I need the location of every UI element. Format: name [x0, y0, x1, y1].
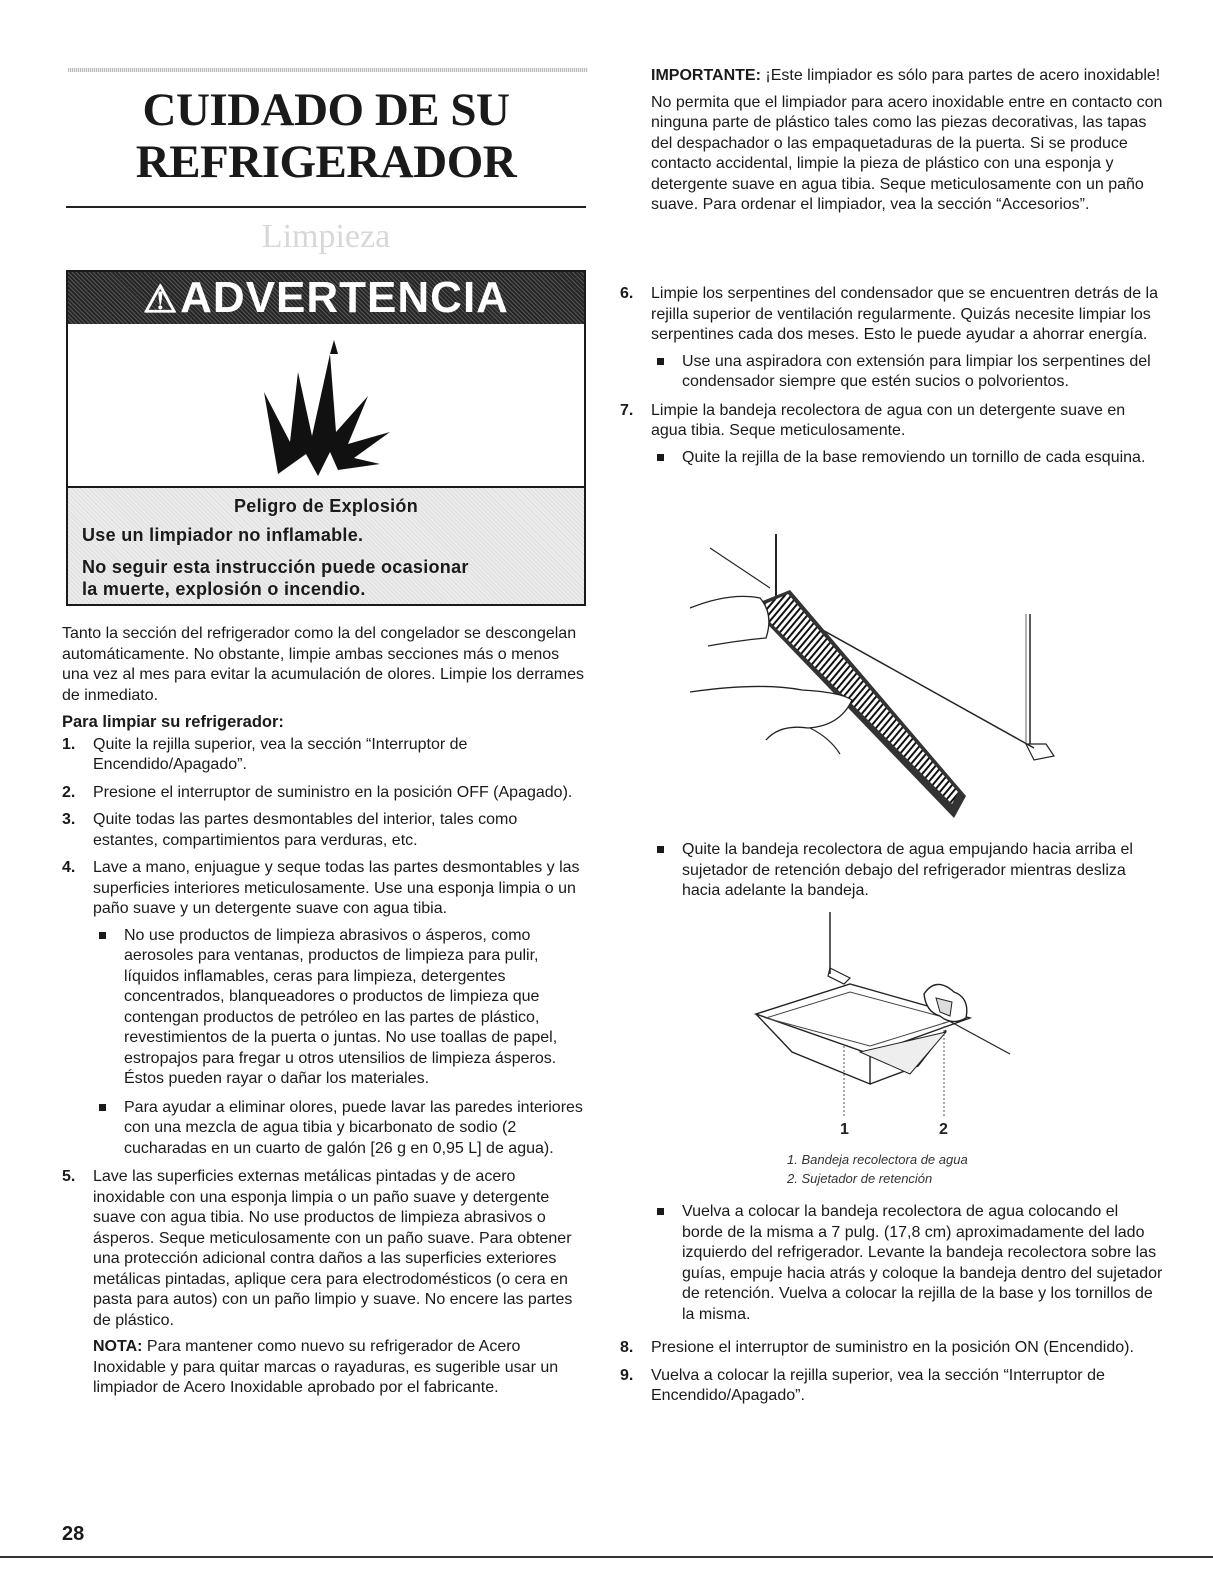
intro-paragraph: Tanto la sección del refrigerador como la del congelador se descongelan automáticamente. No obstante, limpie ambas secciones más o menos una vez al mes para evitar la acumulación de olores. Limpie los derrames de inmediato.	[62, 625, 585, 704]
step-number: 3.	[62, 811, 76, 828]
step-number: 7.	[620, 401, 634, 419]
explosion-icon-area	[68, 324, 584, 488]
step-7-bullet-list-3	[651, 1202, 1163, 1325]
step-5	[62, 1167, 586, 1399]
warning-line-1: Use un limpiador no inflamable.	[82, 525, 364, 545]
title-line-1: CUIDADO DE SU	[142, 84, 510, 136]
step-3	[62, 810, 586, 851]
warning-line-2	[82, 556, 570, 600]
step-number: 6.	[620, 285, 634, 302]
subheading: Para limpiar su refrigerador:	[62, 713, 284, 731]
step-7-bullets	[651, 448, 1163, 469]
warning-header	[68, 272, 584, 324]
caption-2: 2. Sujetador de retención	[787, 1171, 933, 1186]
top-decorative-rule	[68, 68, 588, 72]
step-number: 2.	[62, 783, 76, 801]
section-title: Limpieza	[261, 218, 391, 255]
step-7	[620, 401, 1163, 469]
right-final-steps	[620, 1338, 1163, 1414]
explosion-icon	[68, 324, 584, 486]
bullet-item: Use una aspiradora con extensión para limpiar los serpentines del condensador siempre que estén sucios o polvorientos.	[651, 352, 1163, 393]
step-4-bullets	[93, 926, 586, 1160]
step-7-bullet-list-2	[651, 840, 1163, 902]
step-number: 8.	[620, 1339, 634, 1356]
note-label: NOTA:	[93, 1338, 143, 1355]
step-text: Lave a mano, enjuague y seque todas las partes desmontables y las superficies interiores meticulosamente. Use una esponja limpia o un paño suave y un detergente suave con agua tibia.	[93, 859, 580, 917]
bullet-item: Vuelva a colocar la bandeja recolectora de agua colocando el borde de la misma a 7 pulg. (17,8 cm) aproximadamente del lado izquierdo del refrigerador. Levante la bandeja recolectora sobre las guías, empuje hacia atrás y coloque la bandeja dentro del sujetador de retención. Vuelva a colocar la rejilla de la base y los tornillos de la misma.	[651, 1202, 1163, 1325]
bullet-item: Para ayudar a eliminar olores, puede lavar las paredes interiores con una mezcla de agua tibia y bicarbonato de sodio (2 cucharadas en un cuarto de galón [26 g en 0,95 L] de agua).	[93, 1098, 586, 1160]
important-label: IMPORTANTE:	[651, 67, 761, 84]
step-text: Limpie la bandeja recolectora de agua con un detergente suave en agua tibia. Seque meticulosamente.	[651, 401, 1126, 439]
title-divider	[66, 206, 586, 208]
page-title	[66, 84, 586, 188]
drain-pan-illustration	[740, 906, 1040, 1146]
warning-heading: ADVERTENCIA	[180, 273, 509, 322]
step-1	[62, 735, 586, 776]
bullet-item: Quite la bandeja recolectora de agua empujando hacia arriba el sujetador de retención debajo del refrigerador mientras desliza hacia adelante la bandeja.	[651, 840, 1163, 902]
bullet-item: No use productos de limpieza abrasivos o ásperos, como aerosoles para ventanas, productos de limpieza para pulir, líquidos inflamables, ceras para limpieza, detergentes concentrados, blanqueadores o productos de limpieza que contengan productos de petróleo en las partes de plástico, revestimientos de la puerta o juntas. No use toallas de papel, estropajos para fregar u otros utensilios de limpieza ásperos. Éstos pueden rayar o dañar los materiales.	[93, 926, 586, 1090]
page-number: 28	[62, 1523, 85, 1545]
step-number: 9.	[620, 1366, 634, 1384]
caption-1: 1. Bandeja recolectora de agua	[787, 1152, 968, 1167]
warning-box	[66, 270, 586, 606]
base-grille-illustration	[690, 528, 1070, 848]
step-7-bullet-2	[651, 840, 1163, 910]
step-6-bullets	[651, 352, 1163, 393]
step-text: Vuelva a colocar la rejilla superior, vea la sección “Interruptor de Encendido/Apagado”.	[651, 1366, 1105, 1404]
warning-text	[68, 488, 584, 604]
step-text: Quite la rejilla superior, vea la sección “Interruptor de Encendido/Apagado”.	[93, 735, 468, 773]
step-text: Quite todas las partes desmontables del interior, tales como estantes, compartimientos para verduras, etc.	[93, 811, 518, 849]
important-text: ¡Este limpiador es sólo para partes de acero inoxidable!	[760, 67, 1161, 84]
step-4	[62, 858, 586, 1159]
step-8	[620, 1338, 1163, 1359]
warning-line-2a: No seguir esta instrucción puede ocasionar	[82, 557, 469, 577]
note-text: Para mantener como nuevo su refrigerador de Acero Inoxidable y para quitar marcas o rayaduras, es sugerible usar un limpiador de Acero Inoxidable aprobado por el fabricante.	[93, 1338, 559, 1396]
final-step-list	[620, 1338, 1163, 1407]
right-steps	[620, 284, 1163, 476]
figure-caption	[787, 1150, 968, 1188]
bullet-item: Quite la rejilla de la base removiendo un tornillo de cada esquina.	[651, 448, 1163, 469]
important-paragraph	[651, 66, 1163, 87]
note-paragraph	[93, 1337, 586, 1399]
left-body	[62, 624, 586, 1406]
step-2	[62, 783, 586, 804]
step-text: Limpie los serpentines del condensador que se encuentren detrás de la rejilla superior de ventilación regularmente. Quizás necesite limpiar los serpentines cada dos meses. Esto le puede ayudar a ahorrar energía.	[651, 285, 1158, 343]
warning-triangle-icon: ⚠	[143, 279, 179, 321]
step-number: 5.	[62, 1168, 76, 1185]
warning-line-2b: la muerte, explosión o incendio.	[82, 579, 366, 599]
important-detail: No permita que el limpiador para acero inoxidable entre en contacto con ninguna parte de plástico tales como las piezas decorativas, las tapas del despachador o las empaquetaduras de la puerta. Si se produce contacto accidental, limpie la pieza de plástico con una esponja y detergente suave en agua tibia. Seque meticulosamente con un paño suave. Para ordenar el limpiador, vea la sección “Accesorios”.	[651, 93, 1163, 213]
title-line-2: REFRIGERADOR	[135, 136, 517, 188]
step-text: Presione el interruptor de suministro en la posición ON (Encendido).	[651, 1339, 1134, 1356]
step-text: Presione el interruptor de suministro en la posición OFF (Apagado).	[93, 783, 573, 801]
cleaning-steps	[62, 735, 586, 1399]
right-step-list	[620, 284, 1163, 468]
step-number: 4.	[62, 859, 76, 876]
step-7-bullet-3	[651, 1202, 1163, 1333]
bottom-rule	[0, 1556, 1213, 1558]
right-top	[651, 66, 1163, 222]
step-6	[620, 284, 1163, 393]
step-text: Lave las superficies externas metálicas pintadas y de acero inoxidable con una esponja limpia o un paño suave y detergente suave con agua tibia. No use productos de limpieza abrasivos o ásperos. Seque meticulosamente con un paño suave. Para obtener una protección adicional contra daños a las superficies exteriores metálicas pintadas, aplique cera para electrodomésticos (o cera en pasta para autos) con un paño limpio y suave. No encere las partes de plástico.	[93, 1168, 573, 1329]
callout-1: 1	[840, 1121, 849, 1138]
step-9	[620, 1366, 1163, 1407]
step-number: 1.	[62, 735, 76, 753]
callout-2: 2	[939, 1121, 948, 1138]
warning-hazard: Peligro de Explosión	[233, 496, 419, 516]
